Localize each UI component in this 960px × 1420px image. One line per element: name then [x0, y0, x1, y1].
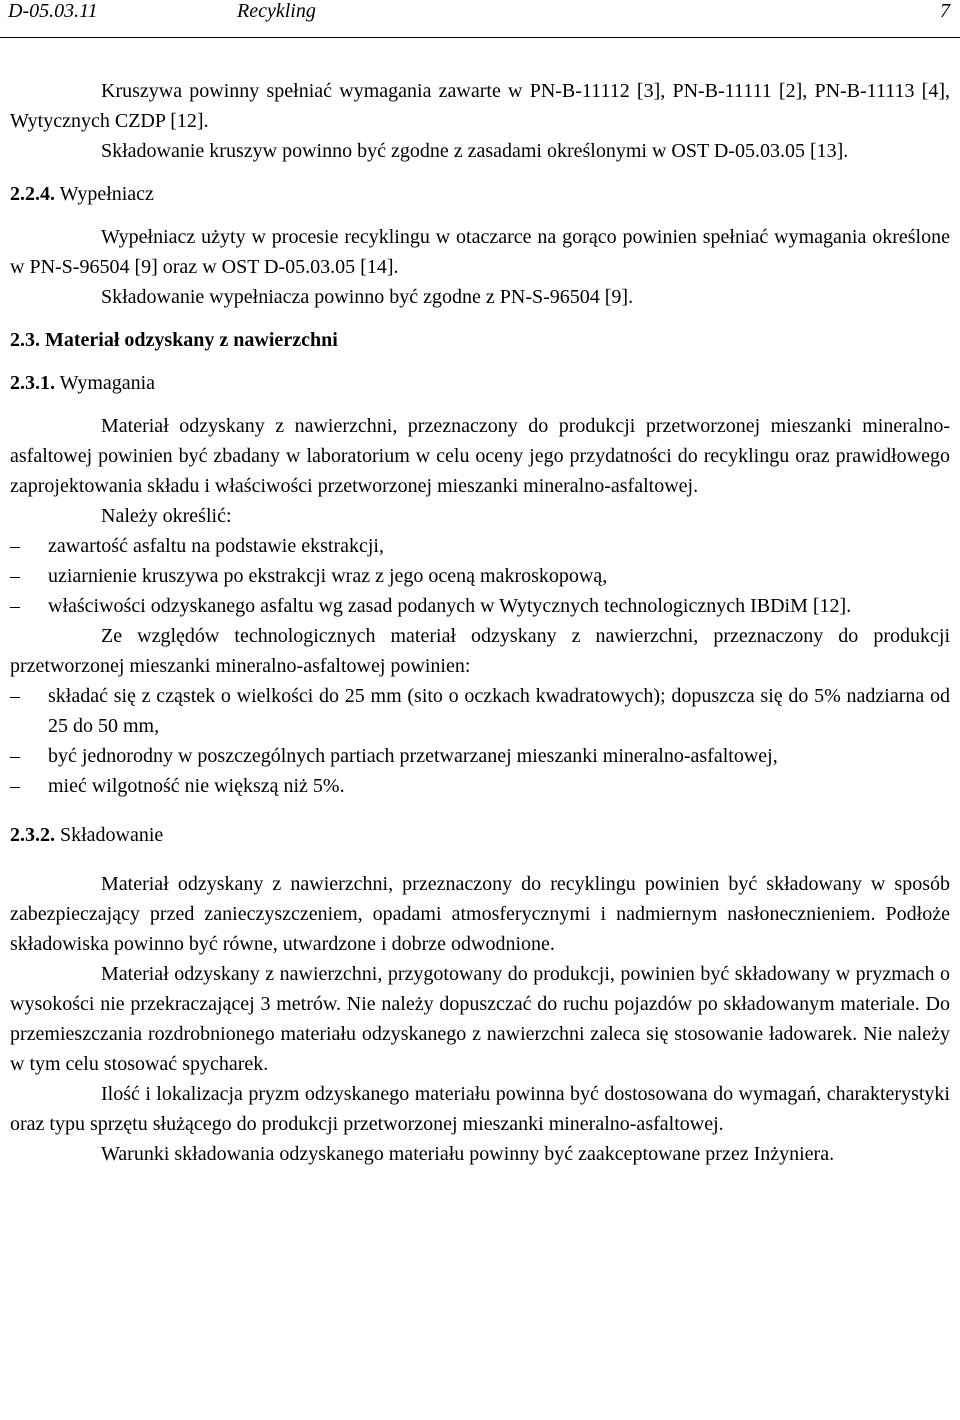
section-title: Wypełniacz	[59, 183, 154, 205]
dash-bullet: –	[10, 775, 20, 797]
list-item: – być jednorodny w poszczególnych partiach przetwarzanej mieszanki mineralno-asfaltowej,	[10, 741, 950, 771]
list-item: – zawartość asfaltu na podstawie ekstrakcji,	[10, 531, 950, 561]
paragraph-storage-piles: Materiał odzyskany z nawierzchni, przygotowany do produkcji, powinien być składowany w pryzmach o wysokości nie przekraczającej 3 metrów. Nie należy dopuszczać do ruchu pojazdów po składowanym materiale. Do przemieszczania rozdrobnionego materiału odzyskanego z nawierzchni zaleca się stosowanie ładowarek. Nie należy w tym celu stosować spycharek.	[10, 963, 950, 1075]
section-number: 2.2.4.	[10, 183, 55, 205]
section-number: 2.3.2.	[10, 824, 55, 846]
paragraph-material-testing: Materiał odzyskany z nawierzchni, przeznaczony do produkcji przetworzonej mieszanki mineralno-asfaltowej powinien być zbadany w laboratorium w celu oceny jego przydatności do recyklingu oraz prawidłowego zaprojektowania składu i właściwości przetworzonej mieszanki mineralno-asfaltowej.	[10, 415, 950, 497]
paragraph-filler-requirements: Wypełniacz użyty w procesie recyklingu w otaczarce na gorąco powinien spełniać wymagania określone w PN-S-96504 [9] oraz w OST D-05.03.05 [14].	[10, 226, 950, 278]
page-number: 7	[940, 0, 950, 22]
document-code: D-05.03.11	[8, 0, 98, 22]
material-requirements-list	[10, 681, 950, 801]
paragraph-technological-reasons: Ze względów technologicznych materiał odzyskany z nawierzchni, przeznaczony do produkcji przetworzonej mieszanki mineralno-asfaltowej powinien:	[10, 625, 950, 677]
paragraph-piles-location: Ilość i lokalizacja pryzm odzyskanego materiału powinna być dostosowana do wymagań, charakterystyki oraz typu sprzętu służącego do produkcji przetworzonej mieszanki mineralno-asfaltowej.	[10, 1083, 950, 1135]
list-item: – składać się z cząstek o wielkości do 25 mm (sito o oczkach kwadratowych); dopuszcza się do 5% nadziarna od 25 do 50 mm,	[10, 681, 950, 741]
paragraph-aggregates-requirements: Kruszywa powinny spełniać wymagania zawarte w PN-B-11112 [3], PN-B-11111 [2], PN-B-11113 [4], Wytycznych CZDP [12].	[10, 80, 950, 132]
section-title: Wymagania	[59, 372, 156, 394]
list-item: – właściwości odzyskanego asfaltu wg zasad podanych w Wytycznych technologicznych IBDiM [12].	[10, 591, 950, 621]
paragraph-storage-protection: Materiał odzyskany z nawierzchni, przeznaczony do recyklingu powinien być składowany w sposób zabezpieczający przed zanieczyszczeniem, opadami atmosferycznymi i nadmiernym nasłonecznieniem. Podłoże składowiska powinno być równe, utwardzone i dobrze odwodnione.	[10, 873, 950, 955]
dash-bullet: –	[10, 535, 20, 557]
section-number: 2.3.1.	[10, 372, 55, 394]
document-title: Recykling	[237, 0, 316, 22]
paragraph-aggregates-storage: Składowanie kruszyw powinno być zgodne z zasadami określonymi w OST D-05.03.05 [13].	[101, 140, 849, 162]
section-heading-2-3-2	[10, 820, 950, 850]
page-header	[0, 0, 960, 38]
section-title: Materiał odzyskany z nawierzchni	[45, 329, 338, 351]
dash-bullet: –	[10, 595, 20, 617]
section-heading-2-3	[10, 325, 950, 355]
section-heading-2-2-4	[10, 179, 950, 209]
dash-bullet: –	[10, 745, 20, 767]
section-number: 2.3.	[10, 329, 40, 351]
section-heading-2-3-1	[10, 368, 950, 398]
list-item: – uziarnienie kruszywa po ekstrakcji wraz z jego oceną makroskopową,	[10, 561, 950, 591]
paragraph-determine-intro: Należy określić:	[101, 505, 232, 527]
paragraph-engineer-approval: Warunki składowania odzyskanego materiału powinny być zaakceptowane przez Inżyniera.	[101, 1143, 835, 1165]
section-title: Składowanie	[60, 824, 164, 846]
determination-list	[10, 531, 950, 621]
dash-bullet: –	[10, 685, 20, 707]
paragraph-filler-storage: Składowanie wypełniacza powinno być zgodne z PN-S-96504 [9].	[101, 286, 634, 308]
dash-bullet: –	[10, 565, 20, 587]
page-content	[10, 76, 950, 1169]
list-item: – mieć wilgotność nie większą niż 5%.	[10, 771, 950, 801]
